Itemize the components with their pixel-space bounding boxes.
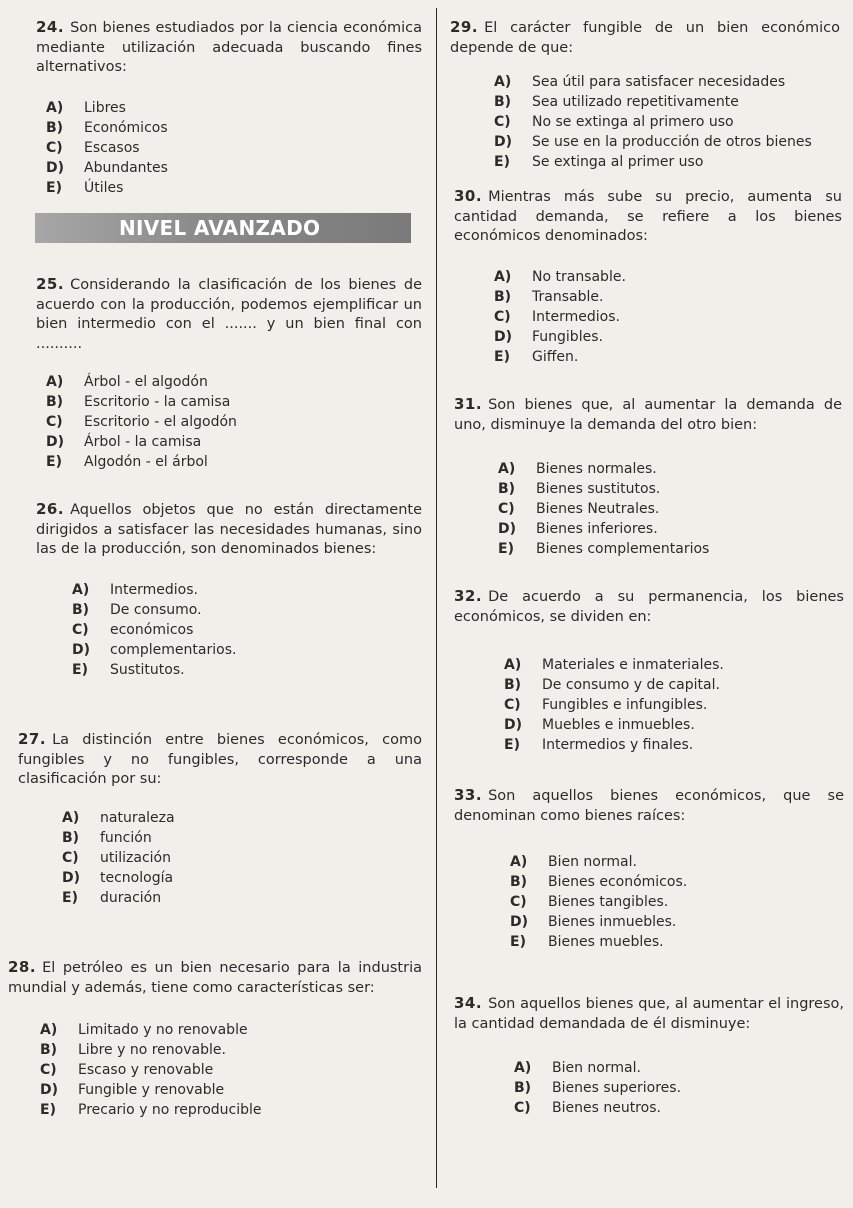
question-26	[36, 500, 422, 680]
option-c[interactable]: C) Bienes neutros.	[514, 1100, 661, 1116]
option-b[interactable]: B) Bienes sustitutos.	[498, 481, 661, 497]
option-b[interactable]: B) Escritorio - la camisa	[46, 394, 231, 410]
option-e[interactable]: E) duración	[62, 889, 162, 906]
question-stem: 33. Son aquellos bienes económicos, que se denominan como bienes raíces:	[454, 786, 844, 824]
option-e[interactable]: E) Útiles	[46, 179, 124, 196]
question-number: 25.	[36, 275, 65, 293]
question-number: 30.	[454, 187, 483, 205]
option-e[interactable]: E) Precario y no reproducible	[40, 1102, 262, 1118]
option-d[interactable]: D) Abundantes	[46, 159, 168, 176]
option-e[interactable]: E) Intermedios y finales.	[504, 737, 694, 753]
question-32	[454, 587, 844, 755]
question-number: 27.	[18, 730, 47, 748]
question-stem: 30. Mientras más sube su precio, aumenta su cantidad demanda, se refiere a los bienes económicos denominados:	[454, 187, 842, 244]
option-b[interactable]: B) función	[62, 829, 152, 846]
option-c[interactable]: C) Escritorio - el algodón	[46, 414, 237, 430]
question-number: 31.	[454, 395, 483, 413]
option-d[interactable]: D) Bienes inferiores.	[498, 521, 658, 537]
question-number: 34.	[454, 994, 483, 1012]
question-34	[454, 994, 844, 1118]
option-b[interactable]: B) Sea utilizado repetitivamente	[494, 94, 739, 110]
option-a[interactable]: A) Sea útil para satisfacer necesidades	[494, 74, 786, 90]
question-stem: 26. Aquellos objetos que no están directamente dirigidos a satisfacer las necesidades humanas, sino las de la producción, son denominados bienes:	[36, 500, 422, 557]
level-banner: NIVEL AVANZADO	[35, 213, 411, 243]
question-stem: 32. De acuerdo a su permanencia, los bienes económicos, se dividen en:	[454, 587, 844, 625]
question-30	[454, 187, 842, 367]
question-31	[454, 395, 842, 559]
option-e[interactable]: E) Algodón - el árbol	[46, 454, 208, 470]
option-e[interactable]: E) Bienes complementarios	[498, 541, 710, 557]
option-d[interactable]: D) Árbol - la camisa	[46, 434, 202, 450]
question-28	[8, 958, 422, 1120]
question-number: 24.	[36, 18, 65, 36]
option-a[interactable]: A) Materiales e inmateriales.	[504, 657, 724, 673]
option-d[interactable]: D) Se use en la producción de otros bienes	[494, 134, 812, 150]
question-29	[450, 18, 840, 172]
option-d[interactable]: D) Bienes inmuebles.	[510, 914, 677, 930]
option-e[interactable]: E) Sustitutos.	[72, 661, 185, 678]
option-b[interactable]: B) Libre y no renovable.	[40, 1042, 226, 1058]
question-stem: 27. La distinción entre bienes económicos, como fungibles y no fungibles, corresponde a una clasificación por su:	[18, 730, 422, 787]
option-e[interactable]: E) Giffen.	[494, 348, 579, 365]
question-25	[36, 275, 422, 472]
option-c[interactable]: C) Fungibles e infungibles.	[504, 697, 708, 713]
option-a[interactable]: A) Bien normal.	[514, 1060, 641, 1076]
question-number: 28.	[8, 958, 37, 976]
option-a[interactable]: A) naturaleza	[62, 809, 175, 826]
option-c[interactable]: C) Escasos	[46, 139, 140, 156]
question-number: 33.	[454, 786, 483, 804]
question-27	[18, 730, 422, 908]
question-stem: 31. Son bienes que, al aumentar la demanda de uno, disminuye la demanda del otro bien:	[454, 395, 842, 433]
option-b[interactable]: B) Bienes superiores.	[514, 1080, 682, 1096]
option-b[interactable]: B) Bienes económicos.	[510, 874, 688, 890]
option-d[interactable]: D) complementarios.	[72, 641, 237, 658]
question-24	[36, 18, 422, 198]
option-a[interactable]: A) Bien normal.	[510, 854, 637, 870]
option-b[interactable]: B) Económicos	[46, 119, 168, 136]
question-stem: 28. El petróleo es un bien necesario para la industria mundial y además, tiene como características ser:	[8, 958, 422, 996]
option-e[interactable]: E) Bienes muebles.	[510, 934, 664, 950]
option-d[interactable]: D) tecnología	[62, 869, 174, 886]
option-c[interactable]: C) Intermedios.	[494, 308, 620, 325]
question-number: 26.	[36, 500, 65, 518]
option-c[interactable]: C) Escaso y renovable	[40, 1062, 214, 1078]
question-stem: 34. Son aquellos bienes que, al aumentar el ingreso, la cantidad demandada de él disminuye:	[454, 994, 844, 1032]
question-stem: 25. Considerando la clasificación de los bienes de acuerdo con la producción, podemos ejemplificar un bien intermedio con el ....... y un bien final con ..........	[36, 275, 422, 352]
option-c[interactable]: C) económicos	[72, 621, 194, 638]
option-c[interactable]: C) Bienes Neutrales.	[498, 501, 660, 517]
option-c[interactable]: C) No se extinga al primero uso	[494, 114, 734, 130]
option-d[interactable]: D) Muebles e inmuebles.	[504, 717, 695, 733]
question-33	[454, 786, 844, 952]
option-a[interactable]: A) Intermedios.	[72, 581, 198, 598]
option-a[interactable]: A) Bienes normales.	[498, 461, 657, 477]
option-a[interactable]: A) Limitado y no renovable	[40, 1022, 248, 1038]
option-d[interactable]: D) Fungible y renovable	[40, 1082, 225, 1098]
question-stem: 29. El carácter fungible de un bien económico depende de que:	[450, 18, 840, 56]
question-stem: 24. Son bienes estudiados por la ciencia económica mediante utilización adecuada buscando fines alternativos:	[36, 18, 422, 75]
option-b[interactable]: B) De consumo.	[72, 601, 202, 618]
option-a[interactable]: A) Árbol - el algodón	[46, 374, 208, 390]
option-c[interactable]: C) utilización	[62, 849, 171, 866]
column-divider	[436, 8, 437, 1188]
option-b[interactable]: B) De consumo y de capital.	[504, 677, 720, 693]
option-c[interactable]: C) Bienes tangibles.	[510, 894, 669, 910]
option-a[interactable]: A) No transable.	[494, 268, 626, 285]
option-a[interactable]: A) Libres	[46, 99, 126, 116]
option-d[interactable]: D) Fungibles.	[494, 328, 603, 345]
question-number: 29.	[450, 18, 479, 36]
question-number: 32.	[454, 587, 483, 605]
option-e[interactable]: E) Se extinga al primer uso	[494, 154, 704, 170]
option-b[interactable]: B) Transable.	[494, 288, 604, 305]
